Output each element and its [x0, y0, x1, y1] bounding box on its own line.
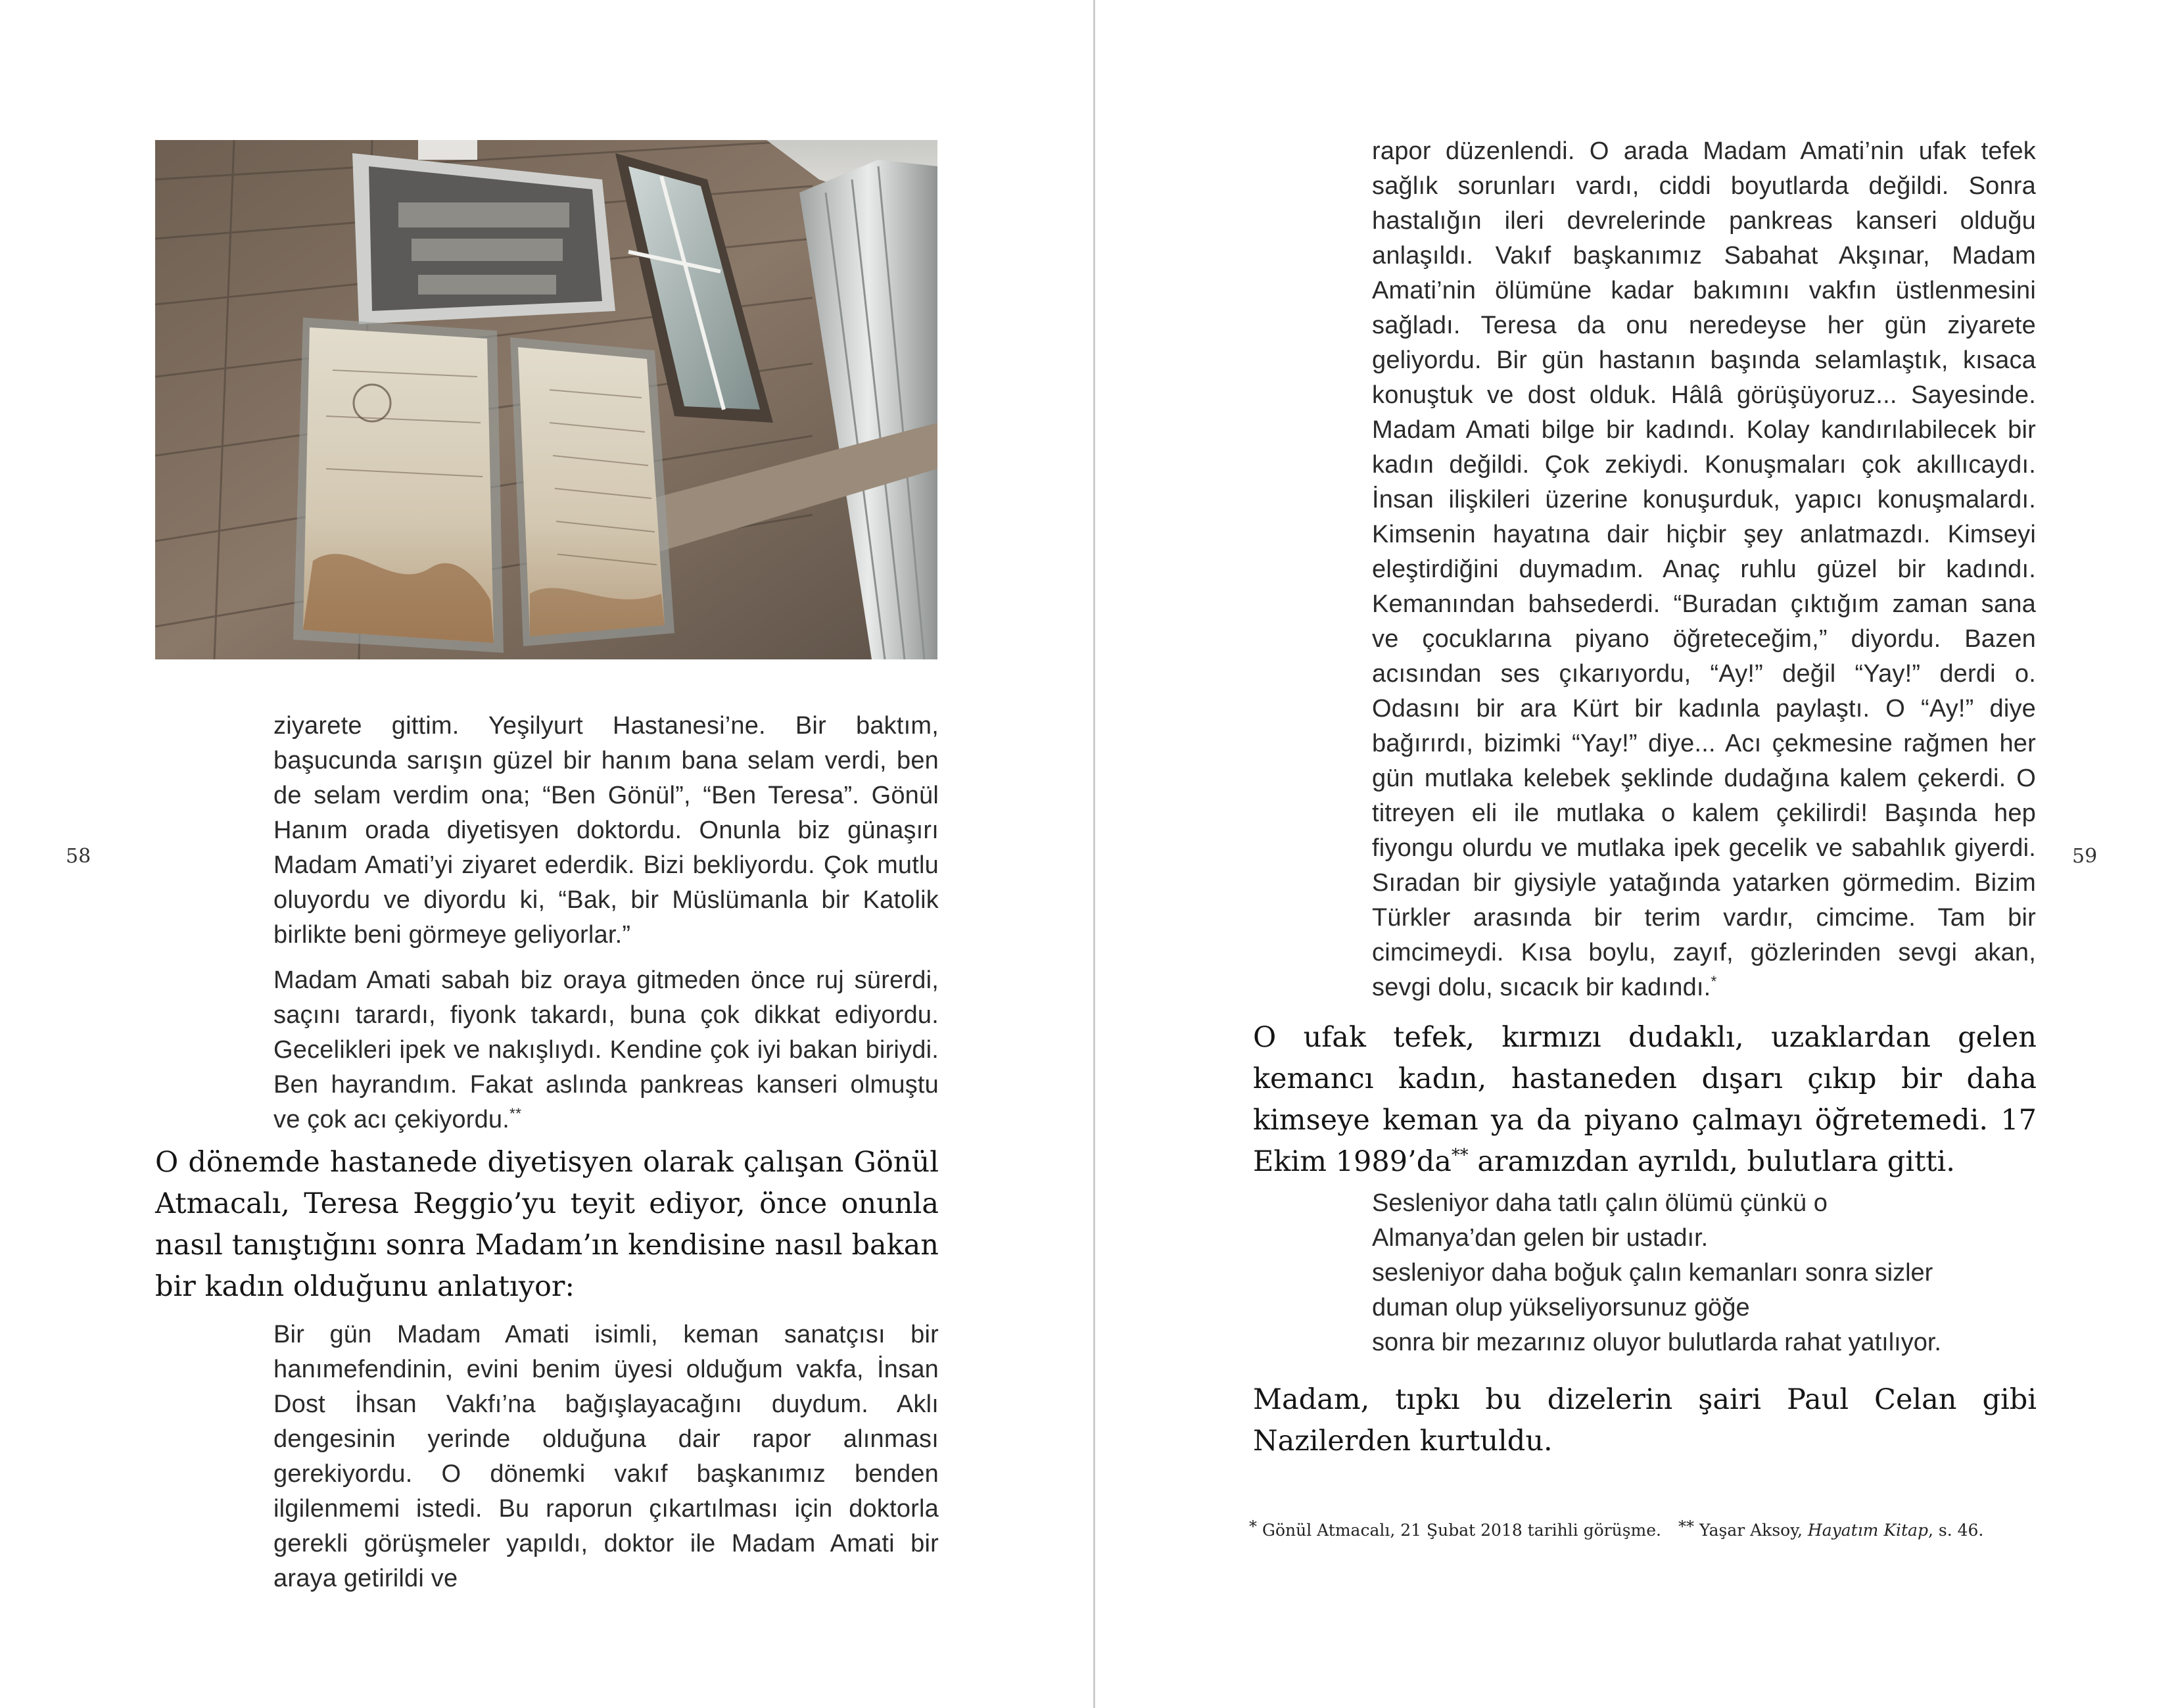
poem-line: Almanya’dan gelen bir ustadır.	[1372, 1224, 1709, 1252]
quote-teresa	[273, 709, 939, 1137]
poem-line: sonra bir mezarınız oluyor bulutlarda rahat yatılıyor.	[1372, 1329, 1941, 1356]
poem-line: sesleniyor daha boğuk çalın kemanları sonra sizler	[1372, 1259, 1933, 1287]
quote-gonul-continued	[1372, 134, 2036, 1005]
page-gutter	[1093, 0, 1095, 1708]
photo-illustration	[155, 140, 937, 659]
narration-paragraph-celan: Madam, tıpkı bu dizelerin şairi Paul Celan gibi Nazilerden kurtuldu.	[1253, 1383, 2037, 1458]
page-number-left: 58	[66, 845, 91, 868]
footnote: * Gönül Atmacalı, 21 Şubat 2018 tarihli görüşme.	[1249, 1517, 1662, 1540]
quote-paragraph: rapor düzenlendi. O arada Madam Amati’nin ufak tefek sağlık sorunları vardı, ciddi boyutlarda değildi. Sonra hastalığın ileri devrelerinde pankreas kanseri olduğu anlaşıldı. Vakıf başkanımız Sabahat Akşınar, Madam Amati’nin ölümüne kadar bakımını vakfın üstlenmesini sağladı. Teresa da onu neredeyse her gün ziyarete geliyordu. Bir gün hastanın başında selamlaştık, kısaca konuştuk ve dost olduk. Hâlâ görüşüyoruz... Sayesinde. Madam Amati bilge bir kadındı. Kolay kandırılabilecek bir kadın değildi. Çok zekiydi. Konuşmaları çok akıllıcaydı. İnsan ilişkileri üzerine konuşurduk, yapıcı konuşmalardı. Kimsenin hayatına dair hiçbir şey anlatmazdı. Kimseyi eleştirdiğini duymadım. Anaç ruhlu güzel bir kadındı. Kemanından bahsederdi. “Buradan çıktığım zaman sana ve çocuklarına piyano öğreteceğim,” diyordu. Bazen acısından ses çıkarıyordu, “Ay!” değil “Yay!” derdi o. Odasını bir ara Kürt bir kadınla paylaştı. O “Ay!” diye bağırırdı, bizimki “Yay!” diye... Acı çekmesine rağmen her gün mutlaka kelebek şeklinde dudağına kalem çekerdi. O titreyen eli ile mutlaka o kalem çekilirdi! Başında hep fiyongu olurdu ve mutlaka ipek gecelik ve sabahlık giyerdi. Sıradan bir giysiyle yatağında yatarken görmedim. Bizim Türkler arasında bir terim vardır, cimcime. Tam bir cimcimeydi. Kısa boylu, zayıf, gözlerinden sevgi akan, sevgi dolu, sıcacık bir kadındı.*	[1372, 137, 2036, 1001]
footnote: ** Yaşar Aksoy, Hayatım Kitap, s. 46.	[1678, 1517, 1984, 1540]
narration-paragraph: O dönemde hastanede diyetisyen olarak çalışan Gönül Atmacalı, Teresa Reggio’yu teyit ediyor, önce onunla nasıl tanıştığını sonra Madam’ın kendisine nasıl bakan bir kadın olduğunu anlatıyor:	[155, 1146, 939, 1303]
poem-line: Sesleniyor daha tatlı çalın ölümü çünkü o	[1372, 1189, 1828, 1217]
building-plaque-photo	[155, 140, 937, 659]
footnote-marker: **	[1678, 1517, 1695, 1536]
poem-celan	[1372, 1186, 2036, 1360]
poem-line: duman olup yükseliyorsunuz göğe	[1372, 1294, 1750, 1321]
page-number-right: 59	[2072, 845, 2098, 868]
narration-paragraph-death: O ufak tefek, kırmızı dudaklı, uzaklardan gelen kemancı kadın, hastaneden dışarı çıkıp bir daha kimseye keman ya da piyano çalmayı öğretemedi. 17 Ekim 1989’da** aramızdan ayrıldı, bulutlara gitti.	[1253, 1021, 2037, 1178]
footnote-marker: **	[509, 1104, 522, 1122]
book-title: Hayatım Kitap	[1807, 1521, 1928, 1540]
quote-paragraph: Madam Amati sabah biz oraya gitmeden önce ruj sürerdi, saçını tarardı, fiyonk takardı, buna çok dikkat ediyordu. Gecelikleri ipek ve nakışlıydı. Kendine çok iyi bakan biriydi. Ben hayrandım. Fakat aslında pankreas kanseri olmuştu ve çok acı çekiyordu.**	[273, 966, 939, 1133]
quote-paragraph: ziyarete gittim. Yeşilyurt Hastanesi’ne. Bir baktım, başucunda sarışın güzel bir hanım bana selam verdi, ben de selam verdim ona; “Ben Gönül”, “Ben Teresa”. Gönül Hanım orada diyetisyen doktordu. Onunla biz günaşırı Madam Amati’yi ziyaret ederdik. Bizi bekliyordu. Çok mutlu oluyordu ve diyordu ki, “Bak, bir Müslümanla bir Katolik birlikte beni görmeye geliyorlar.”	[273, 712, 939, 949]
footnotes	[1249, 1517, 2025, 1540]
footnote-marker: *	[1711, 972, 1717, 990]
footnote-marker: **	[1451, 1145, 1469, 1166]
quote-gonul: Bir gün Madam Amati isimli, keman sanatçısı bir hanımefendinin, evini benim üyesi olduğum vakfa, İnsan Dost İhsan Vakfı’na bağışlayacağını duydum. Aklı dengesinin yerinde olduğuna dair rapor alınması gerekiyordu. O dönemki vakıf başkanımız benden ilgilenmemi istedi. Bu raporun çıkartılması için doktorla gerekli görüşmeler yapıldı, doktor ile Madam Amati bir araya getirildi ve	[273, 1321, 939, 1592]
footnote-marker: *	[1249, 1517, 1257, 1536]
